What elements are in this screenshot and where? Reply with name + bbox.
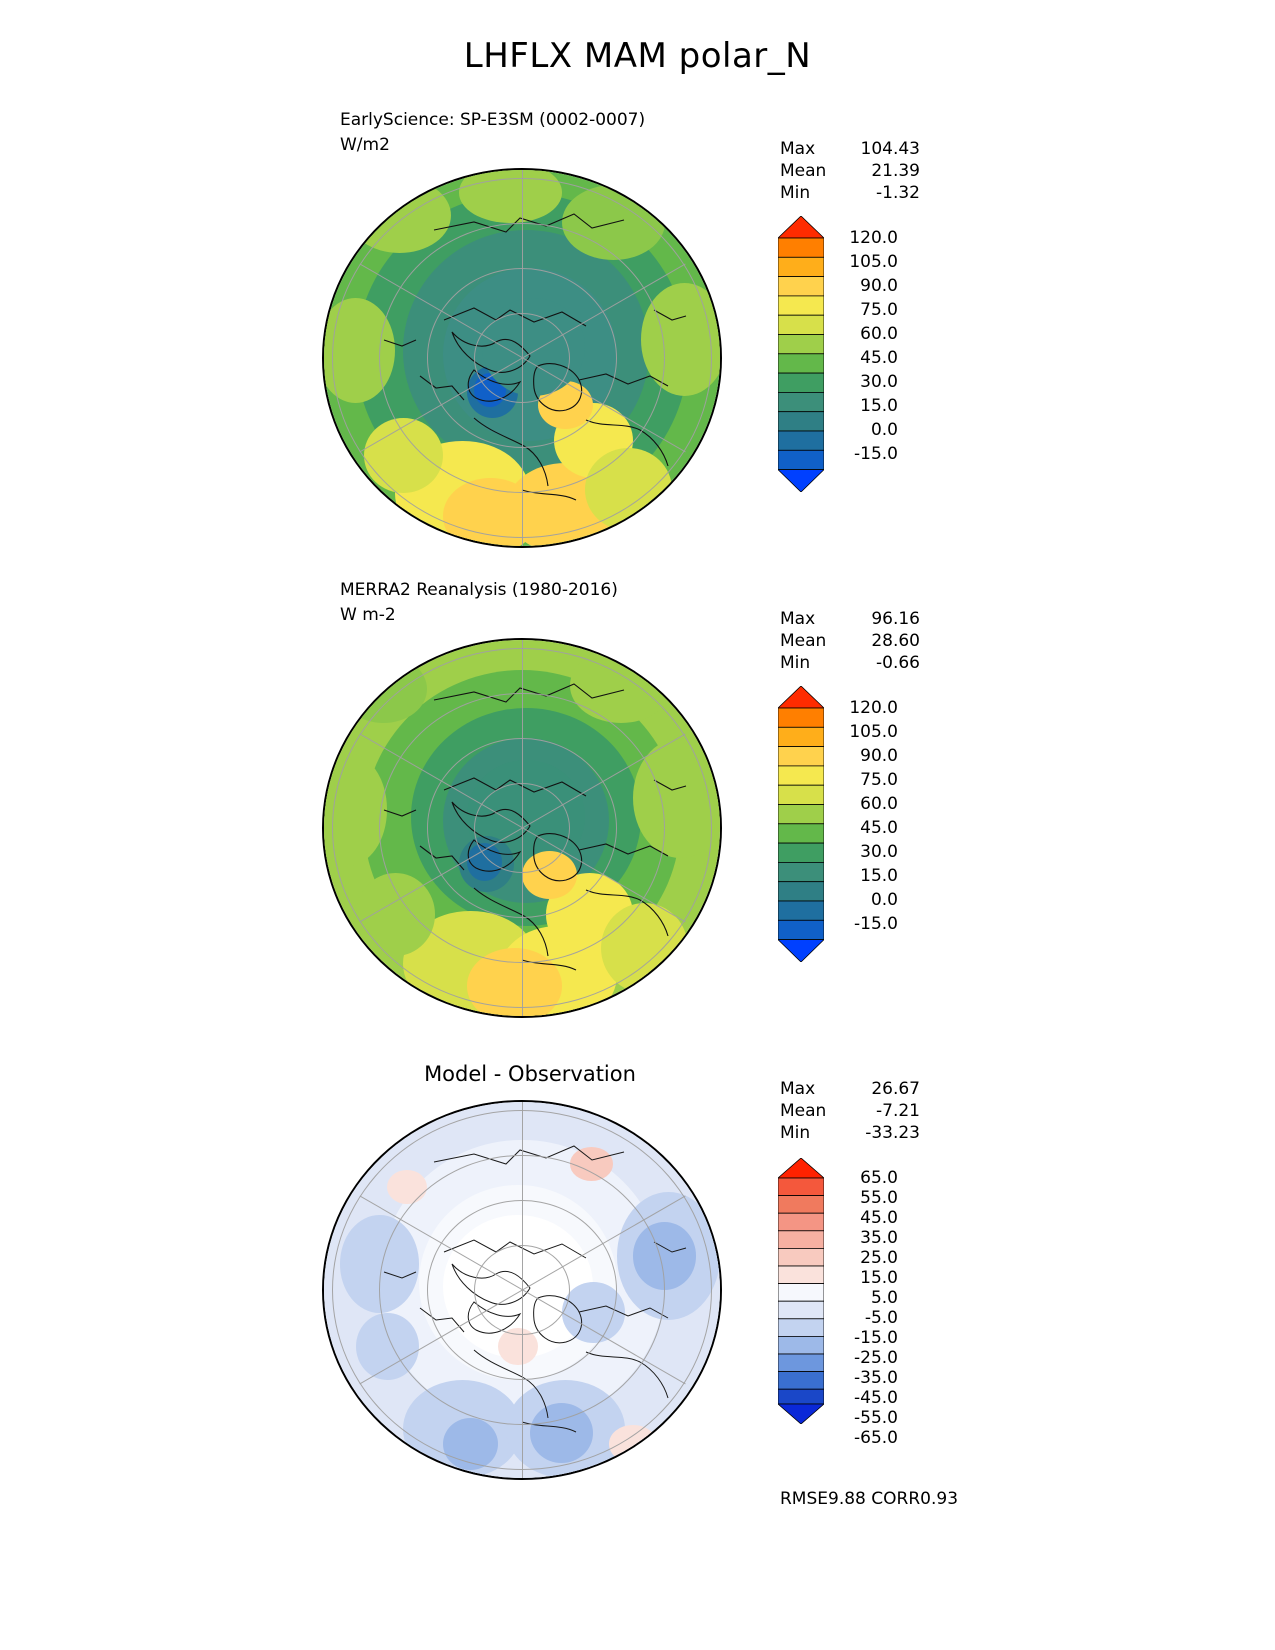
colorbar-model — [778, 216, 938, 496]
colorbar-tick: 120.0 — [849, 698, 898, 718]
stat-row — [780, 160, 920, 182]
colorbar-tick: -25.0 — [854, 1348, 898, 1368]
colorbar-tick: 30.0 — [860, 842, 898, 862]
polar-map-obs — [322, 638, 732, 1018]
colorbar-tick: 75.0 — [860, 770, 898, 790]
stat-row — [780, 182, 920, 204]
stat-label: Mean — [780, 1101, 827, 1121]
colorbar-tick: -15.0 — [854, 1328, 898, 1348]
stat-value: 28.60 — [871, 631, 920, 651]
stat-label: Mean — [780, 161, 827, 181]
colorbar-tick: 0.0 — [870, 890, 898, 910]
stat-row — [780, 1122, 920, 1144]
stat-row — [780, 652, 920, 674]
colorbar-tick: -35.0 — [854, 1368, 898, 1388]
colorbar-swatches — [778, 1158, 824, 1424]
colorbar-swatches — [778, 216, 824, 492]
stat-label: CORR — [871, 1489, 921, 1509]
colorbar-diff — [778, 1158, 938, 1448]
stat-row — [780, 630, 920, 652]
panel-diff-stats — [780, 1078, 920, 1144]
stat-label: Max — [780, 139, 816, 159]
colorbar-tick: 65.0 — [860, 1168, 898, 1188]
stat-value: 26.67 — [871, 1079, 920, 1099]
stat-row — [780, 138, 920, 160]
stat-value: -0.66 — [876, 653, 920, 673]
globe-outline — [322, 1100, 722, 1480]
polar-map-diff — [322, 1100, 732, 1480]
colorbar-obs — [778, 686, 938, 966]
colorbar-tick: 45.0 — [860, 818, 898, 838]
colorbar-tick: 60.0 — [860, 324, 898, 344]
panel-obs-units: W m-2 — [340, 605, 396, 625]
colorbar-tick: 105.0 — [849, 722, 898, 742]
colorbar-tick: 55.0 — [860, 1188, 898, 1208]
stat-value: 96.16 — [871, 609, 920, 629]
stat-label: Mean — [780, 631, 827, 651]
colorbar-tick: 45.0 — [860, 348, 898, 368]
panel-model-title: EarlyScience: SP-E3SM (0002-0007) — [340, 110, 646, 130]
stat-label: Min — [780, 1123, 811, 1143]
colorbar-tick: -5.0 — [864, 1308, 898, 1328]
stat-row — [780, 1078, 920, 1100]
stat-row — [871, 1489, 958, 1509]
panel-diff-footer-stats — [780, 1488, 958, 1510]
stat-label: RMSE — [780, 1489, 829, 1509]
stat-value: -33.23 — [865, 1123, 920, 1143]
colorbar-swatches — [778, 686, 824, 962]
colorbar-tick: 5.0 — [870, 1288, 898, 1308]
stat-value: 21.39 — [871, 161, 920, 181]
colorbar-tick: 105.0 — [849, 252, 898, 272]
stat-row — [780, 1489, 866, 1509]
colorbar-tick: 0.0 — [870, 420, 898, 440]
panel-obs-title: MERRA2 Reanalysis (1980-2016) — [340, 580, 618, 600]
colorbar-tick: -15.0 — [854, 914, 898, 934]
stat-value: 9.88 — [828, 1489, 866, 1509]
colorbar-tick: 15.0 — [860, 1268, 898, 1288]
colorbar-tick: 15.0 — [860, 396, 898, 416]
panel-model-stats — [780, 138, 920, 204]
colorbar-tick: 30.0 — [860, 372, 898, 392]
colorbar-tick: 25.0 — [860, 1248, 898, 1268]
coastline-overlay — [324, 1102, 722, 1480]
panel-diff-title: Model - Observation — [424, 1062, 636, 1086]
stat-label: Min — [780, 653, 811, 673]
colorbar-tick: 15.0 — [860, 866, 898, 886]
colorbar-tick: -65.0 — [854, 1428, 898, 1448]
globe-outline — [322, 638, 722, 1018]
coastline-overlay — [324, 640, 722, 1018]
colorbar-tick: 120.0 — [849, 228, 898, 248]
stat-label: Min — [780, 183, 811, 203]
page-title: LHFLX MAM polar_N — [463, 36, 812, 76]
colorbar-tick: 90.0 — [860, 746, 898, 766]
stat-value: -1.32 — [876, 183, 920, 203]
colorbar-tick: 75.0 — [860, 300, 898, 320]
panel-model-units: W/m2 — [340, 135, 390, 155]
stat-value: 0.93 — [920, 1489, 959, 1509]
stat-value: 104.43 — [860, 139, 920, 159]
panel-diff — [0, 1000, 1275, 1620]
panel-obs — [0, 470, 1275, 1030]
panel-obs-stats — [780, 608, 920, 674]
colorbar-tick: 45.0 — [860, 1208, 898, 1228]
stat-row — [780, 1100, 920, 1122]
colorbar-tick: -45.0 — [854, 1388, 898, 1408]
colorbar-tick: 35.0 — [860, 1228, 898, 1248]
stat-label: Max — [780, 1079, 816, 1099]
colorbar-tick: 90.0 — [860, 276, 898, 296]
stat-label: Max — [780, 609, 816, 629]
colorbar-tick: 60.0 — [860, 794, 898, 814]
colorbar-tick: -55.0 — [854, 1408, 898, 1428]
stat-row — [780, 608, 920, 630]
colorbar-tick: -15.0 — [854, 444, 898, 464]
stat-value: -7.21 — [876, 1101, 920, 1121]
